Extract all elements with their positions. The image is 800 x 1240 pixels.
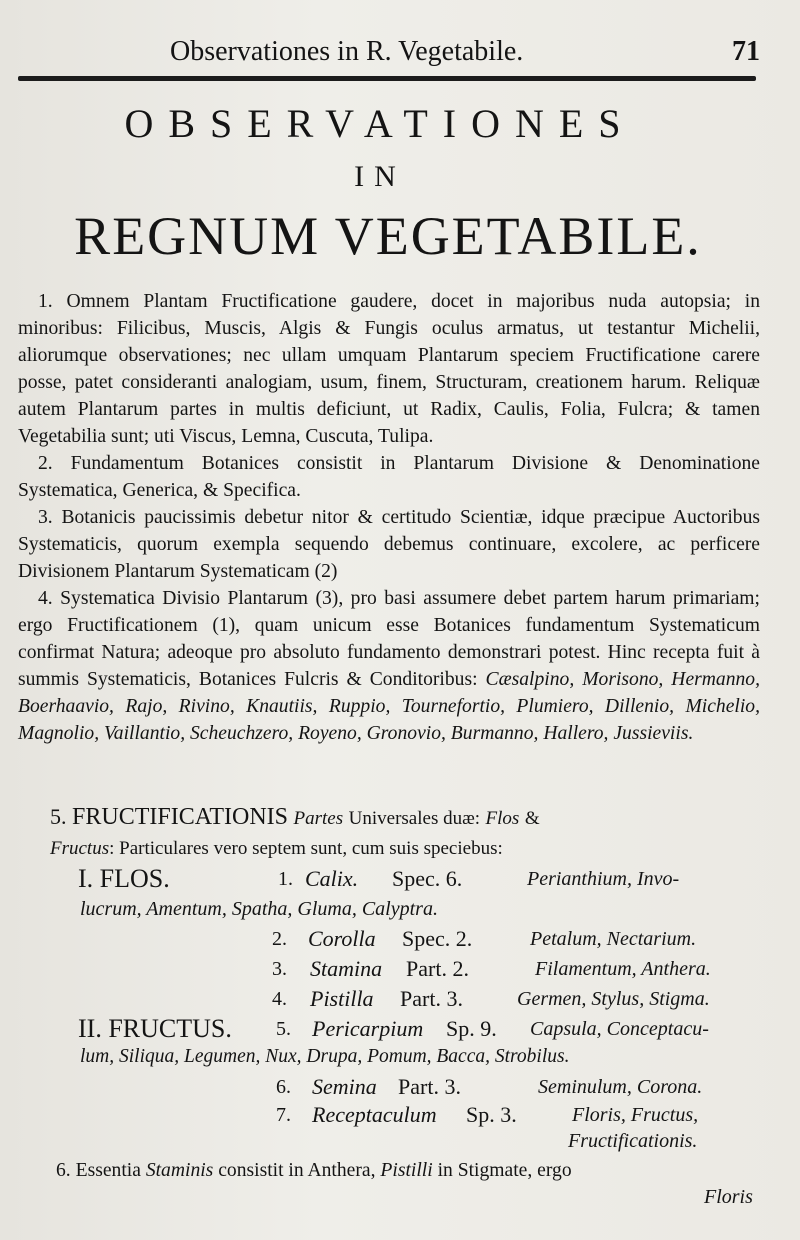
section-5-caps: FRUCTIFICATIONIS	[72, 804, 289, 830]
receptaculum-term: Receptaculum	[312, 1102, 437, 1127]
section-5-flos: Flos	[485, 808, 520, 829]
receptaculum-spec: Sp. 3.	[466, 1102, 517, 1127]
running-head	[20, 30, 760, 70]
stamina-term: Stamina	[310, 956, 383, 981]
section-5-lead	[50, 803, 762, 863]
catchword: Floris	[704, 1186, 753, 1208]
semina-number: 6.	[276, 1076, 291, 1098]
paragraph-6-staminis: Staminis	[145, 1160, 214, 1181]
title-line-3: REGNUM VEGETABILE.	[74, 206, 702, 266]
paragraph-6-anthera: consistit in Anthera,	[218, 1160, 376, 1181]
calix-term: Calix.	[305, 866, 359, 891]
paragraph-4	[18, 585, 760, 747]
pericarpium-list-1: Capsula, Conceptacu-	[530, 1018, 709, 1040]
fructus-label: II. FRUCTUS.	[78, 1014, 232, 1043]
body-text	[18, 288, 760, 747]
calix-number: 1.	[278, 868, 293, 890]
page-number: 71	[732, 36, 760, 67]
paragraph-4-text: 4. Systematica Divisio Plantarum (3), pro basi assumere debet partem harum primariam; ergo Fructificationem (1), quam unicum esse Botanices fundamentum Systematicum confirmat Natura; adeoque pro absoluto fundamento demonstrari potest. Hinc recepta fuit à summis Systematicis, Botanices Fulcris & Conditoribus:	[18, 588, 760, 690]
paragraph-6-essentia: Essentia	[75, 1160, 141, 1181]
receptaculum-list-1: Floris, Fructus,	[572, 1104, 699, 1126]
stamina-number: 3.	[272, 958, 287, 980]
pericarpium-list-2: lum, Siliqua, Legumen, Nux, Drupa, Pomum, Bacca, Strobilus.	[80, 1046, 570, 1067]
pericarpium-number: 5.	[276, 1018, 291, 1040]
stamina-list: Filamentum, Anthera.	[535, 958, 711, 980]
section-5-fructus: Fructus	[50, 838, 110, 859]
paragraph-4-names: Cæsalpino, Morisono, Hermanno, Boerhaavio, Rajo, Rivino, Knautiis, Ruppio, Tournefortio, Plumiero, Dillenio, Michelio, Magnolio, Vaillantio, Scheuchzero, Royeno, Gronovio, Burmanno, Hallero, Jussieviis.	[18, 669, 760, 744]
header-rule	[18, 76, 756, 81]
paragraph-6	[56, 1160, 572, 1182]
calix-spec: Spec. 6.	[392, 866, 463, 891]
pericarpium-spec: Sp. 9.	[446, 1016, 497, 1041]
stamina-part: Part. 2.	[406, 956, 469, 981]
section-5-number: 5.	[50, 804, 67, 829]
corolla-spec: Spec. 2.	[402, 926, 473, 951]
pistilla-term: Pistilla	[310, 986, 374, 1011]
calix-list-2: lucrum, Amentum, Spatha, Gluma, Calyptra.	[80, 898, 438, 920]
title-line-1: OBSERVATIONES	[124, 101, 636, 146]
paragraph-1: 1. Omnem Plantam Fructificatione gaudere, docet in majoribus nuda autopsia; in minoribus: Filicibus, Muscis, Algis & Fungis oculus armatus, ut testantur Michelii, aliorumque observationes; nec ullam umquam Plantarum speciem Fructificatione carere posse, patet consideranti analogiam, usum, finem, Structuram, creationem harum. Reliquæ autem Plantarum partes in multis deficiunt, ut Radix, Caulis, Folia, Fulcra; & tamen Vegetabilia sunt; uti Viscus, Lemna, Cuscuta, Tulipa.	[18, 291, 760, 447]
pistilla-list: Germen, Stylus, Stigma.	[517, 988, 710, 1010]
section-5-universales: Universales duæ:	[348, 808, 481, 829]
title-line-2: IN	[354, 160, 406, 193]
corolla-term: Corolla	[308, 926, 376, 951]
paragraph-6-number: 6.	[56, 1160, 71, 1181]
paragraph-6-pistilli: Pistilli	[380, 1160, 433, 1181]
receptaculum-list-2: Fructificationis.	[568, 1130, 698, 1152]
flos-label: I. FLOS.	[78, 864, 170, 893]
section-5-particulares: : Particulares vero septem sunt, cum suis speciebus:	[109, 838, 503, 859]
corolla-number: 2.	[272, 928, 287, 950]
section-5-partes: Partes	[293, 808, 344, 829]
pistilla-part: Part. 3.	[400, 986, 463, 1011]
semina-part: Part. 3.	[398, 1074, 461, 1099]
paragraph-3: 3. Botanicis paucissimis debetur nitor & certitudo Scientiæ, idque præcipue Auctoribus Systematicis, quorum exempla sequendo debemus continuare, excolere, ac perficere Divisionem Plantarum Systematicam (2)	[18, 507, 760, 582]
receptaculum-number: 7.	[276, 1104, 291, 1126]
corolla-list: Petalum, Nectarium.	[530, 928, 697, 950]
pistilla-number: 4.	[272, 988, 287, 1010]
paragraph-6-stigmate: in Stigmate, ergo	[437, 1160, 572, 1181]
paragraph-2: 2. Fundamentum Botanices consistit in Plantarum Divisione & Denominatione Systematica, Generica, & Specifica.	[18, 453, 760, 501]
calix-list-1: Perianthium, Invo-	[527, 868, 680, 890]
semina-term: Semina	[312, 1074, 377, 1099]
semina-list: Seminulum, Corona.	[538, 1076, 703, 1098]
pericarpium-term: Pericarpium	[312, 1016, 424, 1041]
running-title: Observationes in R. Vegetabile.	[170, 36, 524, 67]
section-5-amp: &	[524, 808, 540, 829]
